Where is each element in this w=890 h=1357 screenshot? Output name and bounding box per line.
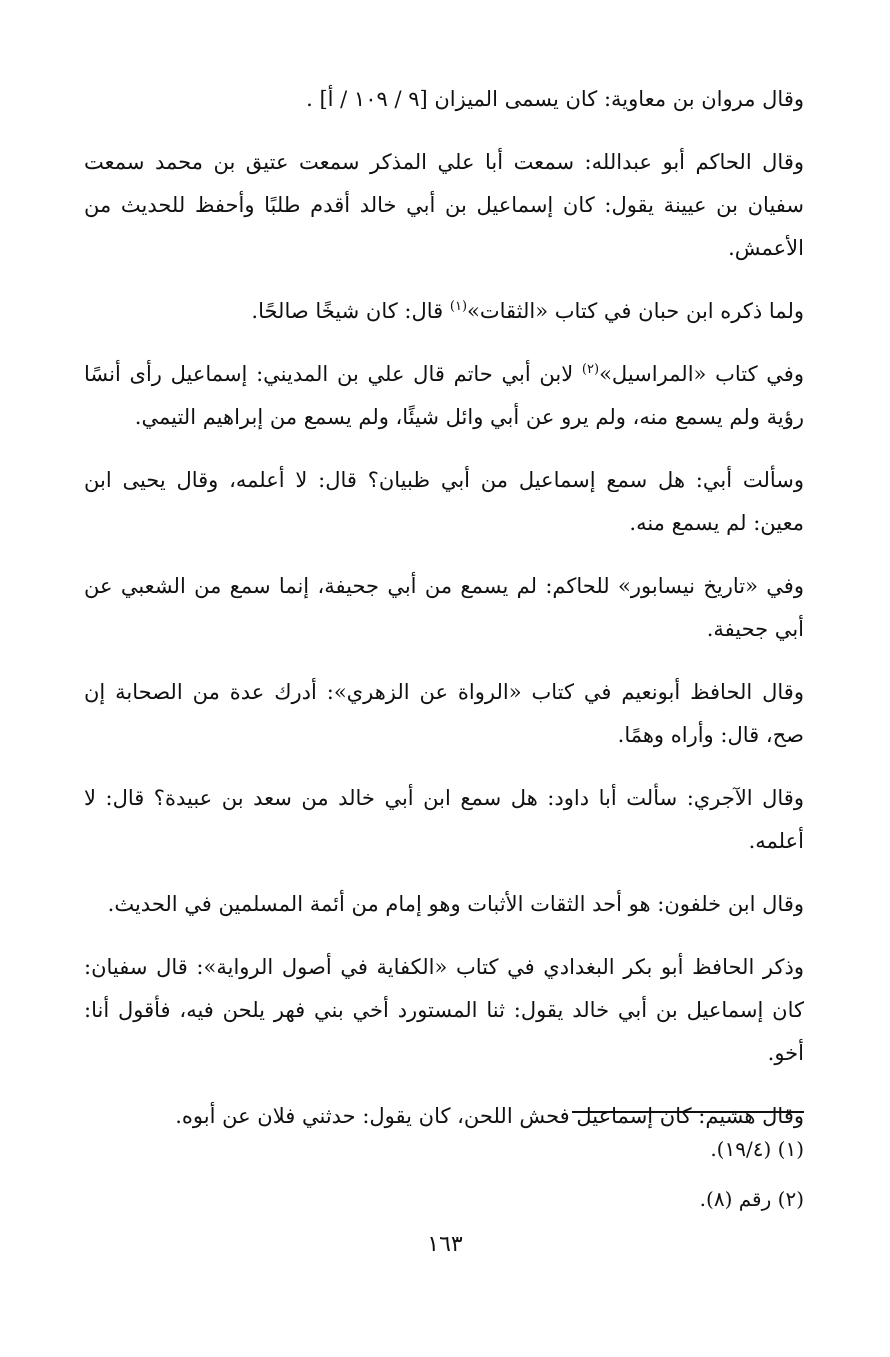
paragraph: وقال ابن خلفون: هو أحد الثقات الأثبات وهو إمام من أئمة المسلمين في الحديث. [107,892,804,916]
paragraph: وقال مروان بن معاوية: كان يسمى الميزان [٩ / ١٠٩ / أ] . [306,87,804,111]
footnote: (٢) رقم (٨). [699,1187,804,1211]
paragraph: وقال هشيم: كان إسماعيل فحش اللحن، كان يقول: حدثني فلان عن أبوه. [175,1104,804,1128]
paragraph: وسألت أبي: هل سمع إسماعيل من أبي ظبيان؟ قال: لا أعلمه، وقال يحيى ابن معين: لم يسمع منه. [84,468,804,535]
footnote-reference: (١) [449,299,468,314]
paragraph-text: قال: كان شيخًا صالحًا. [251,299,444,323]
paragraph [84,353,804,439]
footnote-divider [572,1111,804,1113]
body-text [84,78,804,1158]
footnote: (١) (١٩/٤). [710,1137,804,1161]
footnotes [404,1128,804,1228]
paragraph [84,290,804,333]
paragraph: وقال الحافظ أبونعيم في كتاب «الرواة عن الزهري»: أدرك عدة من الصحابة إن صح، قال: وأراه وهمًا. [84,680,804,747]
paragraph-text: ولما ذكره ابن حبان في كتاب «الثقات» [467,299,804,323]
page-number: ١٦٣ [427,1232,463,1257]
paragraph: وقال الآجري: سألت أبا داود: هل سمع ابن أبي خالد من سعد بن عبيدة؟ قال: لا أعلمه. [84,786,804,853]
paragraph-text: لابن أبي حاتم قال علي بن المديني: إسماعيل رأى أنسًا رؤية ولم يسمع منه، ولم يرو عن أبي وائل شيئًا، ولم يسمع من إبراهيم التيمي. [84,362,804,429]
footnote-reference: (٢) [581,362,600,377]
paragraph: وقال الحاكم أبو عبدالله: سمعت أبا علي المذكر سمعت عتيق بن محمد سمعت سفيان بن عيينة يقول: كان إسماعيل بن أبي خالد أقدم طلبًا وأحفظ للحديث من الأعمش. [84,150,804,260]
paragraph-text: وفي كتاب «المراسيل» [599,362,804,386]
paragraph: وفي «تاريخ نيسابور» للحاكم: لم يسمع من أبي جحيفة، إنما سمع من الشعبي عن أبي جحيفة. [84,574,804,641]
paragraph: وذكر الحافظ أبو بكر البغدادي في كتاب «الكفاية في أصول الرواية»: قال سفيان: كان إسماعيل بن أبي خالد يقول: ثنا المستورد أخي بني فهر يلحن فيه، فأقول أنا: أخو. [84,955,804,1065]
